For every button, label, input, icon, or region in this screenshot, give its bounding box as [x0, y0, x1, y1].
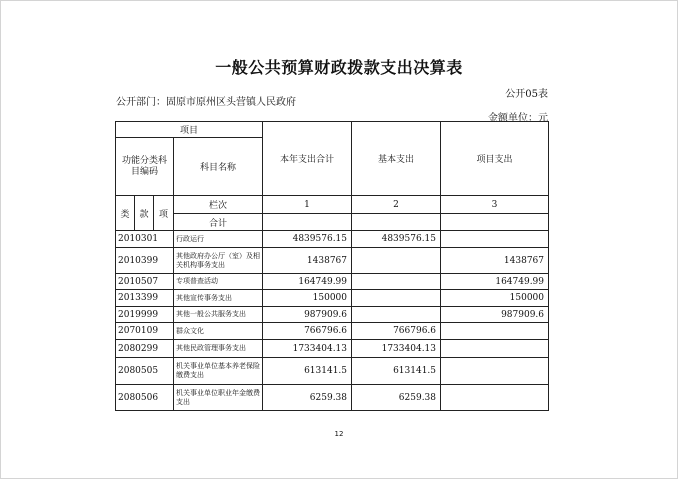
header-lei: 类 [116, 196, 135, 231]
row-name: 行政运行 [174, 231, 263, 248]
header-col1: 1 [263, 196, 352, 214]
unit-label: 金额单位：元 [488, 113, 548, 124]
row-code: 2010507 [116, 274, 174, 290]
row-name: 机关事业单位基本养老保险缴费支出 [174, 358, 263, 385]
row-project [441, 340, 549, 358]
row-code: 2070109 [116, 323, 174, 340]
row-basic: 613141.5 [352, 358, 441, 385]
header-basic: 基本支出 [352, 122, 441, 196]
row-code: 2080506 [116, 385, 174, 411]
row-total: 164749.99 [263, 274, 352, 290]
table-row [116, 248, 549, 274]
row-name: 机关事业单位职业年金缴费支出 [174, 385, 263, 411]
table-row [116, 290, 549, 307]
row-basic: 1733404.13 [352, 340, 441, 358]
table-row [116, 274, 549, 290]
table-row [116, 385, 549, 411]
row-total: 1733404.13 [263, 340, 352, 358]
row-name: 其他政府办公厅（室）及相关机构事务支出 [174, 248, 263, 274]
row-basic: 6259.38 [352, 385, 441, 411]
row-total: 1438767 [263, 248, 352, 274]
row-name: 其他一般公共服务支出 [174, 307, 263, 323]
row-name: 专项普查活动 [174, 274, 263, 290]
row-project [441, 231, 549, 248]
header-heji: 合计 [174, 214, 263, 231]
header-col2: 2 [352, 196, 441, 214]
heji-basic [352, 214, 441, 231]
header-project: 项目支出 [441, 122, 549, 196]
header-func-code: 功能分类科目编码 [116, 138, 174, 196]
header-xiang: 项 [154, 196, 174, 231]
table-row [116, 340, 549, 358]
row-project: 164749.99 [441, 274, 549, 290]
page-title: 一般公共预算财政拨款支出决算表 [215, 58, 463, 77]
row-basic [352, 248, 441, 274]
table-row [116, 358, 549, 385]
page-number: 12 [334, 430, 344, 438]
row-basic: 766796.6 [352, 323, 441, 340]
row-project [441, 385, 549, 411]
heji-project [441, 214, 549, 231]
header-kuan: 款 [135, 196, 154, 231]
row-code: 2010399 [116, 248, 174, 274]
row-project [441, 323, 549, 340]
heji-total [263, 214, 352, 231]
row-total: 766796.6 [263, 323, 352, 340]
row-code: 2080299 [116, 340, 174, 358]
doc-number: 公开05表 [505, 89, 548, 100]
row-total: 6259.38 [263, 385, 352, 411]
table-row [116, 231, 549, 248]
table-row [116, 323, 549, 340]
header-col3: 3 [441, 196, 549, 214]
row-code: 2013399 [116, 290, 174, 307]
row-code: 2010301 [116, 231, 174, 248]
header-item: 项目 [116, 122, 263, 138]
table-row [116, 307, 549, 323]
row-name: 群众文化 [174, 323, 263, 340]
row-total: 987909.6 [263, 307, 352, 323]
row-code: 2019999 [116, 307, 174, 323]
row-basic [352, 307, 441, 323]
row-total: 150000 [263, 290, 352, 307]
row-code: 2080505 [116, 358, 174, 385]
row-name: 其他民政管理事务支出 [174, 340, 263, 358]
row-project: 1438767 [441, 248, 549, 274]
row-project: 150000 [441, 290, 549, 307]
department-label: 公开部门：固原市原州区头营镇人民政府 [116, 97, 296, 108]
row-name: 其他宣传事务支出 [174, 290, 263, 307]
row-total: 613141.5 [263, 358, 352, 385]
header-lanci: 栏次 [174, 196, 263, 214]
row-total: 4839576.15 [263, 231, 352, 248]
row-basic [352, 290, 441, 307]
row-project: 987909.6 [441, 307, 549, 323]
row-basic [352, 274, 441, 290]
expenditure-table [115, 121, 549, 411]
row-basic: 4839576.15 [352, 231, 441, 248]
header-total: 本年支出合计 [263, 122, 352, 196]
header-subject-name: 科目名称 [174, 138, 263, 196]
row-project [441, 358, 549, 385]
